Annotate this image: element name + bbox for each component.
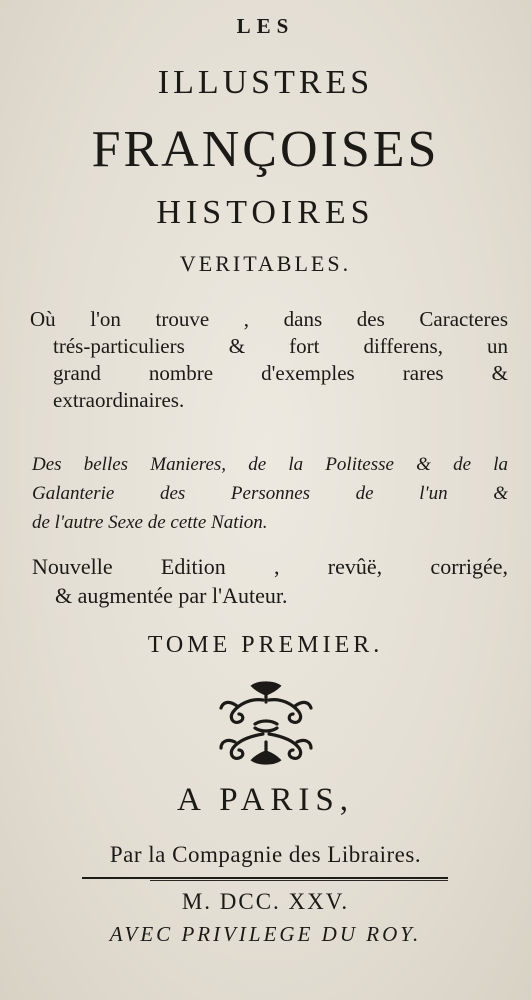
title-francoises: FRANÇOISES — [91, 121, 440, 178]
edition-line: & augmentée par l'Auteur. — [55, 583, 288, 608]
title-veritables: VERITABLES. — [179, 251, 352, 276]
manners-line: Galanterie des Personnes de l'un & — [32, 483, 508, 504]
imprint-place: A PARIS, — [176, 782, 355, 818]
intro-line: trés-particuliers & fort differens, un — [53, 334, 508, 358]
intro-line: extraordinaires. — [53, 388, 185, 412]
volume-title: TOME PREMIER. — [147, 632, 384, 658]
imprint-date: M. DCC. XXV. — [181, 889, 350, 914]
manners-line: Des belles Manieres, de la Politesse & de la — [32, 454, 508, 475]
title-les: LES — [236, 14, 295, 38]
manners-line: de l'autre Sexe de cette Nation. — [32, 512, 268, 533]
fleuron-ornament-icon — [215, 680, 317, 766]
edition-paragraph — [32, 552, 508, 610]
title-histoires: HISTOIRES — [156, 194, 375, 231]
title-illustres: ILLUSTRES — [157, 64, 374, 101]
imprint-rule — [82, 877, 448, 879]
royal-privilege: AVEC PRIVILEGE DU ROY. — [109, 922, 422, 946]
intro-line: grand nombre d'exemples rares & — [53, 361, 508, 385]
intro-line: Où l'on trouve , dans des Caracteres — [30, 307, 508, 331]
imprint-publisher: Par la Compagnie des Libraires. — [109, 842, 422, 867]
manners-paragraph — [32, 450, 508, 537]
imprint-rule-thin — [150, 880, 448, 881]
edition-line: Nouvelle Edition , revûë, corrigée, — [32, 554, 508, 579]
intro-paragraph — [30, 306, 508, 414]
